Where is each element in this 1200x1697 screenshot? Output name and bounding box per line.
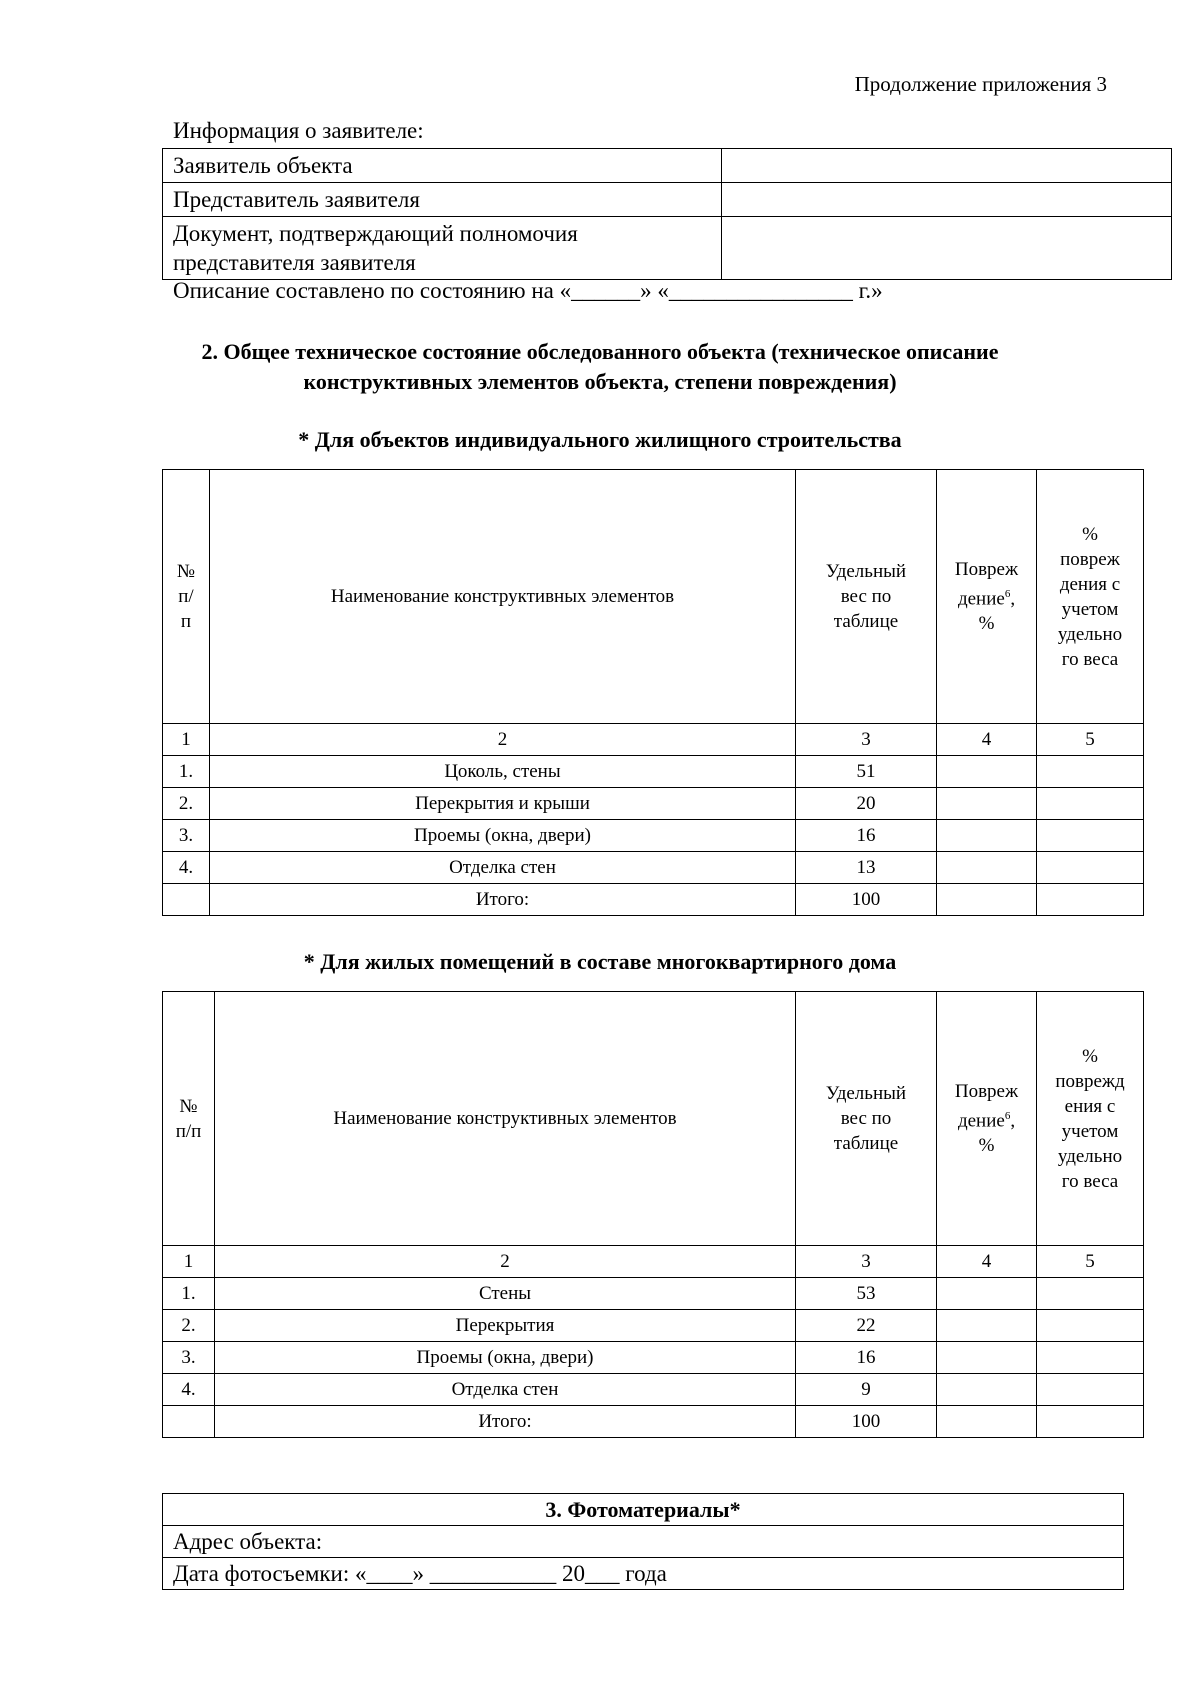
element-name: Стены	[215, 1278, 796, 1310]
authority-document-label: Документ, подтверждающий полномочия представителя заявителя	[163, 217, 722, 280]
continuation-note: Продолжение приложения 3	[854, 72, 1107, 96]
element-name: Цоколь, стены	[210, 756, 796, 788]
col-number: 3	[796, 1246, 937, 1278]
col-number: 3	[796, 724, 937, 756]
weighted-damage-field[interactable]	[1037, 852, 1144, 884]
row-num: 1.	[163, 756, 210, 788]
element-weight: 22	[796, 1310, 937, 1342]
table-header-row	[163, 992, 1144, 1246]
header-damage: Повреж дение$^6$, %	[937, 992, 1037, 1246]
column-number-row	[163, 724, 1144, 756]
element-name: Отделка стен	[210, 852, 796, 884]
element-weight: 16	[796, 820, 937, 852]
element-name: Перекрытия	[215, 1310, 796, 1342]
row-num: 3.	[163, 1342, 215, 1374]
row-num: 1.	[163, 1278, 215, 1310]
element-weight: 53	[796, 1278, 937, 1310]
ijs-elements-table	[162, 469, 1144, 916]
table-row	[163, 217, 1172, 280]
photos-table	[162, 1493, 1124, 1590]
table-row	[163, 1310, 1144, 1342]
col-number: 5	[1037, 724, 1144, 756]
authority-document-value-field[interactable]	[722, 217, 1172, 280]
element-name: Отделка стен	[215, 1374, 796, 1406]
row-num: 4.	[163, 1374, 215, 1406]
col-number: 1	[163, 1246, 215, 1278]
table-row	[163, 183, 1172, 217]
representative-label: Представитель заявителя	[163, 183, 722, 217]
table-row	[163, 788, 1144, 820]
table-row	[163, 852, 1144, 884]
damage-field[interactable]	[937, 1310, 1037, 1342]
damage-field[interactable]	[937, 884, 1037, 916]
table-row	[163, 756, 1144, 788]
element-name: Перекрытия и крыши	[210, 788, 796, 820]
ijs-subtitle: * Для объектов индивидуального жилищного строительства	[298, 427, 902, 452]
representative-value-field[interactable]	[722, 183, 1172, 217]
col-number: 4	[937, 724, 1037, 756]
element-weight: 20	[796, 788, 937, 820]
damage-field[interactable]	[937, 756, 1037, 788]
applicant-table	[162, 148, 1172, 280]
weighted-damage-field[interactable]	[1037, 820, 1144, 852]
row-num: 2.	[163, 788, 210, 820]
table-row	[163, 1374, 1144, 1406]
table-row	[163, 1494, 1124, 1526]
total-label: Итого:	[210, 884, 796, 916]
damage-field[interactable]	[937, 1406, 1037, 1438]
col-number: 2	[210, 724, 796, 756]
mkd-elements-table	[162, 991, 1144, 1438]
col-number: 2	[215, 1246, 796, 1278]
table-row	[163, 1558, 1124, 1590]
weighted-damage-field[interactable]	[1037, 756, 1144, 788]
header-name: Наименование конструктивных элементов	[215, 992, 796, 1246]
weighted-damage-field[interactable]	[1037, 1278, 1144, 1310]
header-name: Наименование конструктивных элементов	[210, 470, 796, 724]
total-row	[163, 884, 1144, 916]
applicant-value-field[interactable]	[722, 149, 1172, 183]
weighted-damage-field[interactable]	[1037, 788, 1144, 820]
header-damage: Повреж дение$^6$, %	[937, 470, 1037, 724]
total-row	[163, 1406, 1144, 1438]
row-num	[163, 1406, 215, 1438]
row-num: 2.	[163, 1310, 215, 1342]
section-2-title: 2. Общее техническое состояние обследованного объекта (техническое описание конструктивных элементов объекта, степени повреждения)	[201, 339, 999, 394]
applicant-info-title: Информация о заявителе:	[173, 118, 424, 143]
header-weighted-damage: % поврежд ения с учетом удельно го веса	[1055, 1045, 1125, 1192]
table-row	[163, 149, 1172, 183]
header-num: № п/п	[175, 1095, 202, 1142]
element-weight: 16	[796, 1342, 937, 1374]
damage-field[interactable]	[937, 788, 1037, 820]
column-number-row	[163, 1246, 1144, 1278]
table-row	[163, 1526, 1124, 1558]
table-row	[163, 1278, 1144, 1310]
applicant-label: Заявитель объекта	[163, 149, 722, 183]
header-weighted-damage: % повреж дения с учетом удельно го веса	[1057, 523, 1123, 670]
element-name: Проемы (окна, двери)	[210, 820, 796, 852]
col-number: 1	[163, 724, 210, 756]
total-weight: 100	[796, 884, 937, 916]
header-weight: Удельный вес по таблице	[825, 1083, 907, 1154]
table-row	[163, 820, 1144, 852]
weighted-damage-field[interactable]	[1037, 1342, 1144, 1374]
element-weight: 51	[796, 756, 937, 788]
table-row	[163, 1342, 1144, 1374]
as-of-date-line: Описание составлено по состоянию на «______» «________________ г.»	[173, 278, 883, 303]
total-label: Итого:	[215, 1406, 796, 1438]
col-number: 4	[937, 1246, 1037, 1278]
element-name: Проемы (окна, двери)	[215, 1342, 796, 1374]
damage-field[interactable]	[937, 1278, 1037, 1310]
object-address-field[interactable]: Адрес объекта:	[163, 1526, 1124, 1558]
damage-field[interactable]	[937, 1374, 1037, 1406]
damage-field[interactable]	[937, 852, 1037, 884]
col-number: 5	[1037, 1246, 1144, 1278]
element-weight: 13	[796, 852, 937, 884]
row-num: 4.	[163, 852, 210, 884]
photos-title: 3. Фотоматериалы*	[163, 1494, 1124, 1526]
header-num: № п/ п	[176, 561, 196, 632]
damage-field[interactable]	[937, 1342, 1037, 1374]
weighted-damage-field[interactable]	[1037, 884, 1144, 916]
total-weight: 100	[796, 1406, 937, 1438]
table-header-row	[163, 470, 1144, 724]
weighted-damage-field[interactable]	[1037, 1374, 1144, 1406]
damage-field[interactable]	[937, 820, 1037, 852]
row-num: 3.	[163, 820, 210, 852]
weighted-damage-field[interactable]	[1037, 1406, 1144, 1438]
weighted-damage-field[interactable]	[1037, 1310, 1144, 1342]
row-num	[163, 884, 210, 916]
element-weight: 9	[796, 1374, 937, 1406]
mkd-subtitle: * Для жилых помещений в составе многоквартирного дома	[303, 949, 897, 974]
photo-date-field[interactable]: Дата фотосъемки: «____» ___________ 20___ года	[163, 1558, 1124, 1590]
header-weight: Удельный вес по таблице	[825, 561, 907, 632]
